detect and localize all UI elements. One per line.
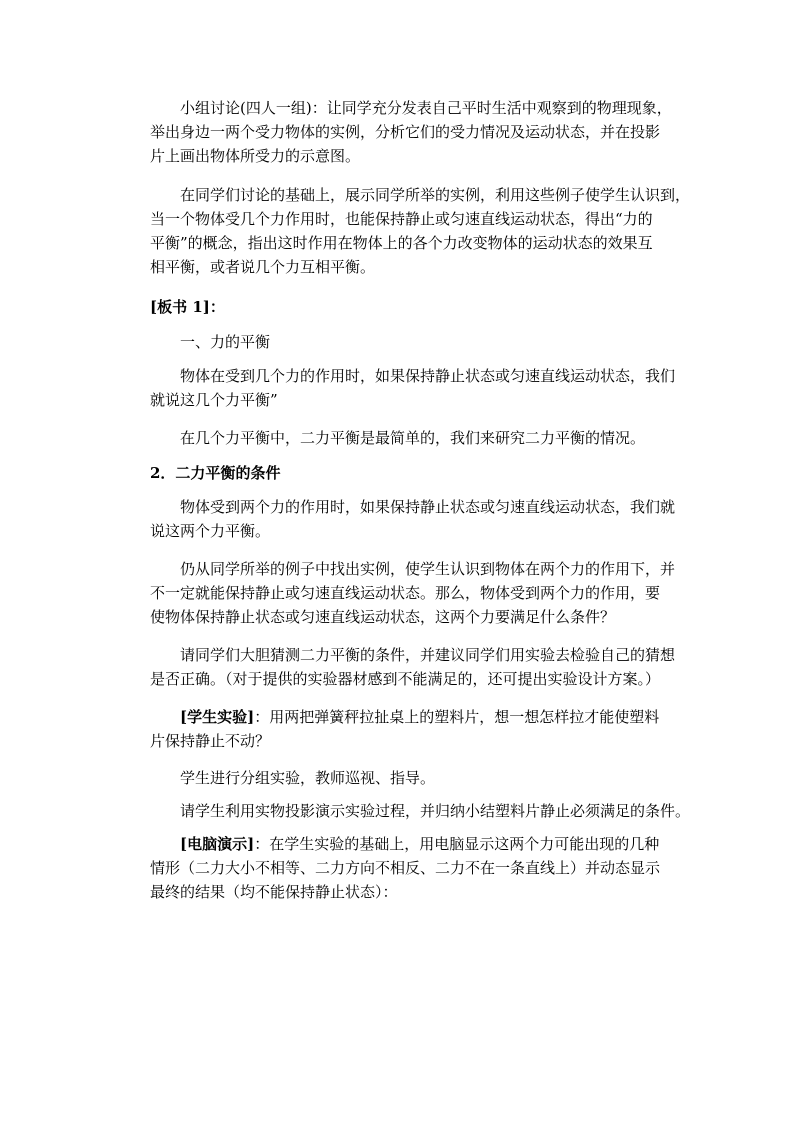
text-line: 物体在受到几个力的作用时，如果保持静止状态或匀速直线运动状态，我们 (180, 367, 676, 385)
paragraph-group-experiment (120, 766, 685, 790)
text-line: 片上画出物体所受力的示意图。 (150, 147, 361, 165)
text-line: 片保持静止不动？ (150, 732, 271, 750)
text-fragment: ：在学生实验的基础上，用电脑显示这两个力可能出现的几种 (254, 835, 660, 853)
text-line (120, 705, 685, 729)
paragraph-definition (120, 364, 685, 412)
paragraph-condition-question (120, 557, 685, 629)
text-line: 在几个力平衡中，二力平衡是最简单的，我们来研究二力平衡的情况。 (180, 429, 646, 447)
board-note-1: [板书 1]： (150, 298, 225, 316)
text-line: 物体受到两个力的作用时，如果保持静止状态或匀速直线运动状态，我们就 (180, 498, 676, 516)
paragraph-computer-demo (120, 832, 685, 904)
text-line (120, 832, 685, 856)
paragraph-guess-experiment (120, 643, 685, 691)
text-line: 仍从同学所举的例子中找出实例，使学生认识到物体在两个力的作用下，并 (180, 560, 676, 578)
text-line: 当一个物体受几个力作用时，也能保持静止或匀速直线运动状态，得出“力的 (150, 210, 653, 228)
student-experiment-label: [学生实验] (180, 708, 255, 726)
text-line: 不一定就能保持静止或匀速直线运动状态。那么，物体受到两个力的作用，要 (150, 584, 661, 602)
text-line: 在同学们讨论的基础上，展示同学所举的实例，利用这些例子使学生认识到， (180, 186, 691, 204)
text-line: 最终的结果（均不能保持静止状态）： (150, 883, 398, 901)
paragraph-student-experiment (120, 705, 685, 753)
text-line: 情形（二力大小不相等、二力方向不相反、二力不在一条直线上）并动态显示 (150, 859, 661, 877)
text-line: 一、力的平衡 (180, 333, 271, 351)
text-fragment: ：用两把弹簧秤拉扯桌上的塑料片，想一想怎样拉才能使塑料 (254, 708, 660, 726)
text-line: 说这两个力平衡。 (150, 522, 271, 540)
section-heading-two-force-condition: 2．二力平衡的条件 (150, 464, 281, 482)
text-line: 小组讨论(四人一组)：让同学充分发表自己平时生活中观察到的物理现象， (180, 99, 672, 117)
text-line: 平衡”的概念，指出这时作用在物体上的各个力改变物体的运动状态的效果互 (150, 234, 653, 252)
text-line: 使物体保持静止状态或匀速直线运动状态，这两个力要满足什么条件？ (150, 608, 616, 626)
text-line: 请同学们大胆猜测二力平衡的条件，并建议同学们用实验去检验自己的猜想 (180, 646, 676, 664)
paragraph-group-discussion (120, 96, 685, 168)
paragraph-examples (120, 183, 691, 279)
text-line: 就说这几个力平衡” (150, 391, 278, 409)
computer-demo-label: [电脑演示] (180, 835, 255, 853)
text-line: 举出身边一两个受力物体的实例，分析它们的受力情况及运动状态，并在投影 (150, 123, 661, 141)
text-line: 请学生利用实物投影演示实验过程，并归纳小结塑料片静止必须满足的条件。 (180, 802, 691, 820)
text-line: 是否正确。（对于提供的实验器材感到不能满足的，还可提出实验设计方案。） (150, 670, 661, 688)
paragraph-projection-demo (120, 799, 691, 823)
text-line: 相平衡，或者说几个力互相平衡。 (150, 258, 376, 276)
text-line: 学生进行分组实验，教师巡视、指导。 (180, 769, 436, 787)
paragraph-two-force-definition (120, 495, 685, 543)
section-heading-force-balance (120, 330, 685, 354)
paragraph-two-force-intro (120, 426, 685, 450)
